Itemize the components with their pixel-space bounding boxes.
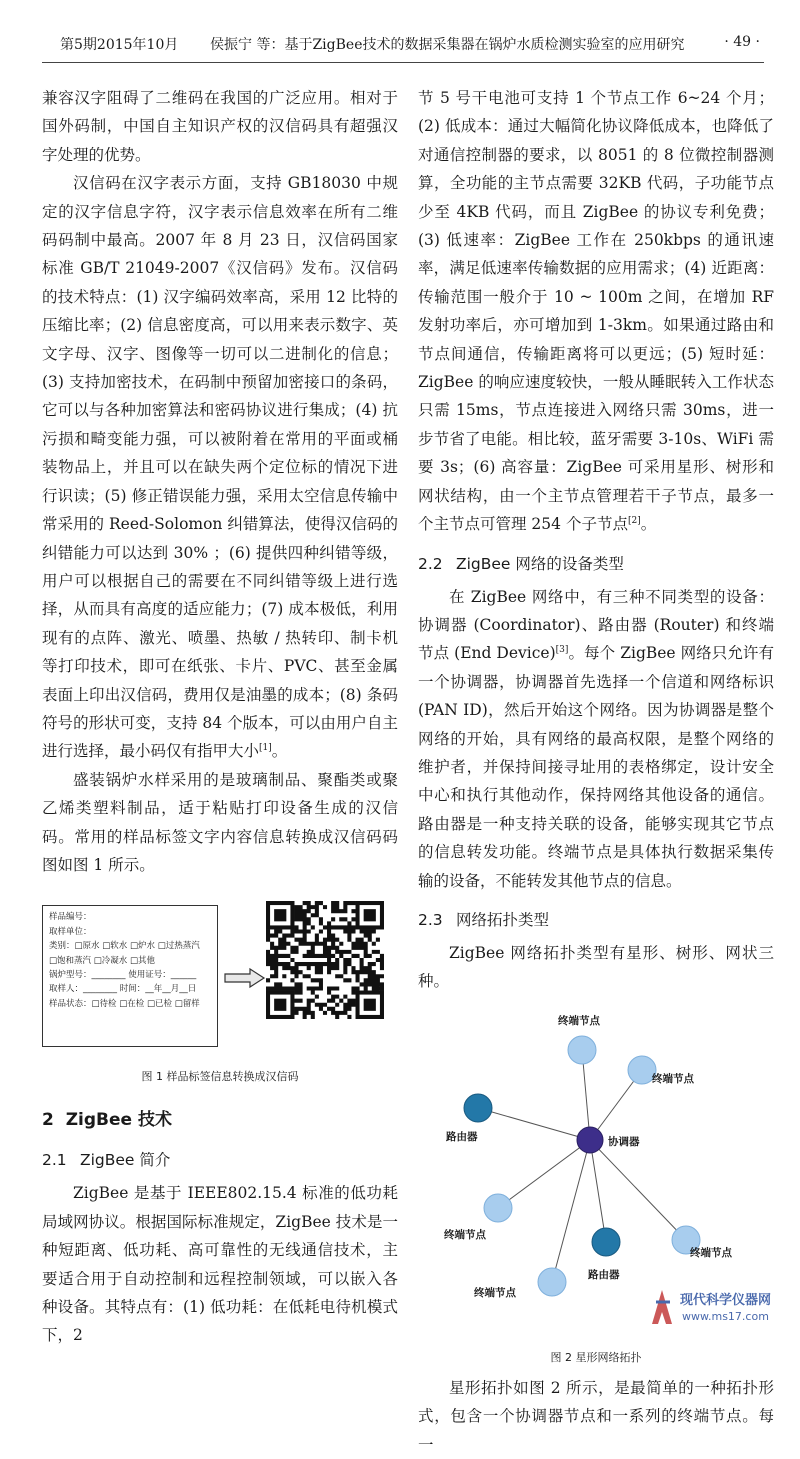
link-line bbox=[590, 1140, 686, 1240]
node-label: 路由器 bbox=[588, 1268, 620, 1281]
citation-ref[interactable]: [1] bbox=[259, 743, 272, 754]
node-label: 终端节点 bbox=[474, 1286, 516, 1299]
citation-ref[interactable]: [3] bbox=[555, 645, 569, 656]
watermark-url: www.ms17.com bbox=[682, 1310, 769, 1323]
link-line bbox=[552, 1140, 590, 1282]
section-2-1-heading: 2.1 ZigBee 简介 bbox=[42, 1151, 171, 1170]
right-column bbox=[418, 84, 774, 1459]
link-line bbox=[498, 1140, 590, 1208]
paragraph: 汉信码在汉字表示方面，支持 GB18030 中规定的汉字信息字符，汉字表示信息效率在所有二维码码制中最高。2007 年 8 月 23 日，汉信码国家标准 GB/T 21049-2007《汉信码》发布。汉信码的技术特点：(1) 汉字编码效率高，采用 12 比特的压缩比率；(2) 信息密度高，可以用来表示数字、英文字母、汉字、图像等一切可以二进制化的信息；(3) 支持加密技术，在码制中预留加密接口的条码，它可以与各种加密算法和密码协议进行集成；(4) 抗污损和畸变能力强，可以被附着在常用的平面或桶装物品上，并且可以在缺失两个定位标的情况下进行识读；(5) 修正错误能力强，采用太空信息传输中常采用的 Reed-Solomon 纠错算法，使得汉信码的纠错能力可以达到 30% ；(6) 提供四种纠错等级，用户可以根据自己的需要在不同纠错等级上进行选择，从而具有高度的适应能力；(7) 成本极低，利用现有的点阵、激光、喷墨、热敏 / 热转印、制卡机等打印技术，即可在纸张、卡片、PVC、甚至金属表面上印出汉信码，费用仅是油墨的成本；(8) 条码符号的形状可变，支持 84 个版本，可以由用户自主进行选择，最小码仅有指甲大小[1]。 bbox=[42, 174, 398, 761]
label-line: 锅炉型号：________ 使用证号：______ bbox=[49, 970, 197, 980]
end-device-node bbox=[538, 1268, 566, 1296]
label-line: 样品编号： bbox=[49, 912, 92, 923]
end-device-node bbox=[568, 1036, 596, 1064]
running-header bbox=[60, 30, 760, 58]
figure-1 bbox=[42, 895, 398, 1063]
issue-label: 第5期2015年10月 bbox=[60, 37, 179, 53]
router-node bbox=[464, 1094, 492, 1122]
label-line: 取样单位： bbox=[49, 926, 92, 937]
paragraph: 兼容汉字阻碍了二维码在我国的广泛应用。相对于国外码制，中国自主知识产权的汉信码具有超强汉字处理的优势。 bbox=[42, 89, 398, 164]
link-line bbox=[590, 1140, 606, 1242]
figure-1-caption: 图 1 样品标签信息转换成汉信码 bbox=[141, 1070, 299, 1084]
end-device-node bbox=[484, 1194, 512, 1222]
header-rule bbox=[42, 62, 764, 63]
section-2-3-heading: 2.3 网络拓扑类型 bbox=[418, 910, 550, 929]
node-label: 终端节点 bbox=[444, 1228, 486, 1241]
label-line: 取样人：________ 时间：__年__月__日 bbox=[49, 984, 197, 995]
paragraph: ZigBee 是基于 IEEE802.15.4 标准的低功耗局域网协议。根据国际标准规定，ZigBee 技术是一种短距离、低功耗、高可靠性的无线通信技术，主要适合用于自动控制和远程控制领域，可以嵌入各种设备。其特点有：(1) 低功耗：在低耗电待机模式下，2 bbox=[42, 1184, 398, 1345]
coordinator-node bbox=[577, 1127, 603, 1153]
section-2-2-heading: 2.2 ZigBee 网络的设备类型 bbox=[418, 554, 624, 573]
node-label: 协调器 bbox=[608, 1135, 640, 1148]
paragraph: 节 5 号干电池可支持 1 个节点工作 6~24 个月；(2) 低成本：通过大幅简化协议降低成本，也降低了对通信控制器的要求，以 8051 的 8 位微控制器测算，全功能的主节点需要 32KB 代码，子功能节点少至 4KB 代码，而且 ZigBee 的协议专利免费；(3) 低速率：ZigBee 工作在 250kbps 的通讯速率，满足低速率传输数据的应用需求；(4) 近距离：传输范围一般介于 10 ~ 100m 之间，在增加 RF 发射功率后，亦可增加到 1-3km。如果通过路由和节点间通信，传输距离将可以更远；(5) 短时延：ZigBee 的响应速度较快，一般从睡眠转入工作状态只需 15ms，节点连接进入网络只需 30ms，进一步节省了电能。相比较，蓝牙需要 3-10s、WiFi 需要 3s；(6) 高容量：ZigBee 可采用星形、树形和网状结构，由一个主节点管理若干子节点，最多一个主节点可管理 254 个子节点[2]。 bbox=[418, 89, 774, 534]
paragraph: 星形拓扑如图 2 所示，是最简单的一种拓扑形式，包含一个协调器节点和一系列的终端节点。每一 bbox=[418, 1378, 774, 1454]
label-line: □饱和蒸汽 □冷凝水 □其他 bbox=[49, 955, 155, 966]
paragraph: ZigBee 网络拓扑类型有星形、树形、网状三种。 bbox=[418, 943, 774, 991]
router-node bbox=[592, 1228, 620, 1256]
hanxin-code-icon bbox=[266, 901, 384, 1019]
running-title: 侯振宁 等：基于ZigBee技术的数据采集器在锅炉水质检测实验室的应用研究 bbox=[210, 37, 685, 53]
watermark-logo bbox=[644, 1284, 794, 1328]
node-label: 路由器 bbox=[446, 1130, 478, 1143]
watermark-name: 现代科学仪器网 bbox=[680, 1293, 772, 1308]
section-2-heading: 2 ZigBee 技术 bbox=[42, 1110, 172, 1131]
arrow-right-icon bbox=[224, 967, 266, 989]
page-number: · 49 · bbox=[724, 34, 760, 50]
node-label: 终端节点 bbox=[558, 1014, 600, 1027]
paragraph: 盛装锅炉水样采用的是玻璃制品、聚酯类或聚乙烯类塑料制品，适于粘贴打印设备生成的汉信码。常用的样品标签文字内容信息转换成汉信码码图如图 1 所示。 bbox=[42, 770, 398, 874]
node-label: 终端节点 bbox=[652, 1072, 694, 1085]
citation-ref[interactable]: [2] bbox=[627, 515, 641, 526]
figure-2-caption: 图 2 星形网络拓扑 bbox=[550, 1350, 642, 1364]
label-line: 类别：□原水 □软水 □炉水 □过热蒸汽 bbox=[49, 941, 200, 952]
node-label: 终端节点 bbox=[690, 1246, 732, 1259]
sample-label-card bbox=[42, 905, 218, 1047]
link-line bbox=[478, 1108, 590, 1140]
left-column bbox=[42, 84, 398, 1350]
label-line: 样品状态：□待检 □在检 □已检 □留样 bbox=[49, 998, 200, 1009]
paragraph: 在 ZigBee 网络中，有三种不同类型的设备：协调器 (Coordinator)、路由器 (Router) 和终端节点 (End Device)[3]。每个 ZigBee 网络只允许有一个协调器，协调器首先选择一个信道和网络标识 (PAN ID)，然后开始这个网络。因为协调器是整个网络的开始，具有网络的最高权限，是整个网络的维护者，并保持间接寻址用的表格绑定，设计安全中心和执行其他动作，保持网络其他设备的通信。路由器是一种支持关联的设备，能够实现其它节点的信息转发功能。终端节点是具体执行数据采集传输的设备，不能转发其他节点的信息。 bbox=[418, 587, 774, 890]
